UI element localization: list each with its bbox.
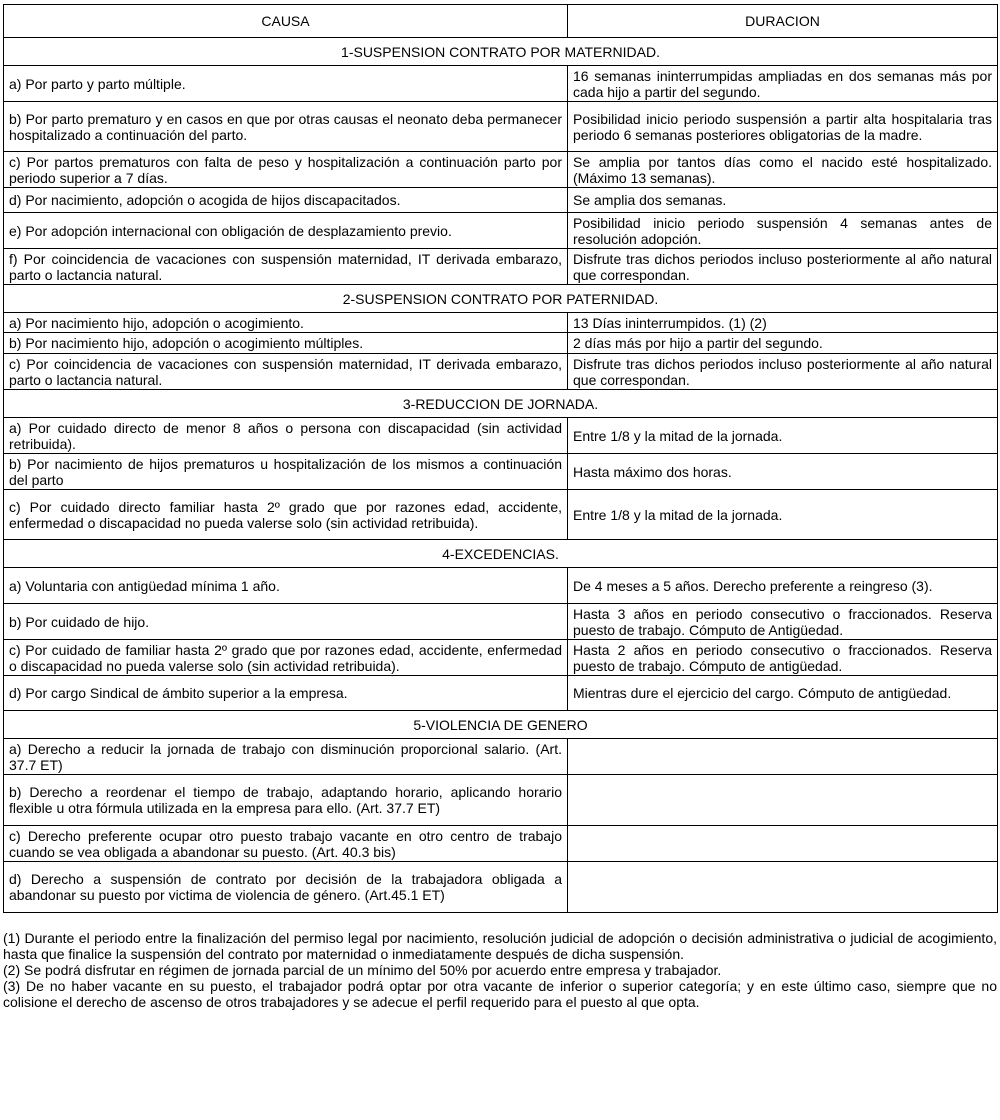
table-row [4,454,998,490]
header-duracion: DURACION [568,5,998,38]
table-row [4,568,998,604]
cell-causa: d) Por cargo Sindical de ámbito superior a la empresa. [4,676,568,711]
table-row [4,418,998,454]
cell-duracion: Hasta máximo dos horas. [568,454,998,490]
table-row [4,604,998,640]
cell-causa: c) Por partos prematuros con falta de peso y hospitalización a continuación parto por periodo superior a 7 días. [4,152,568,188]
cell-causa: d) Derecho a suspensión de contrato por decisión de la trabajadora obligada a abandonar su puesto por victima de violencia de género. (Art.45.1 ET) [4,862,568,913]
header-row [4,5,998,38]
section-row [4,540,998,568]
table-row [4,102,998,152]
cell-causa: c) Derecho preferente ocupar otro puesto trabajo vacante en otro centro de trabajo cuando se vea obligada a abandonar su puesto. (Art. 40.3 bis) [4,826,568,862]
section-title: 5-VIOLENCIA DE GENERO [4,711,998,739]
table-row [4,249,998,285]
section-row [4,390,998,418]
cell-causa: a) Voluntaria con antigüedad mínima 1 año. [4,568,568,604]
section-title: 4-EXCEDENCIAS. [4,540,998,568]
leave-table [3,4,998,913]
table-row [4,640,998,676]
cell-duracion: Se amplia por tantos días como el nacido esté hospitalizado. (Máximo 13 semanas). [568,152,998,188]
footnotes [3,930,997,1010]
section-row [4,285,998,313]
table-row [4,826,998,862]
cell-duracion: Posibilidad inicio periodo suspensión 4 semanas antes de resolución adopción. [568,213,998,249]
cell-duracion: Mientras dure el ejercicio del cargo. Cómputo de antigüedad. [568,676,998,711]
cell-duracion: Se amplia dos semanas. [568,188,998,213]
cell-duracion: Hasta 2 años en periodo consecutivo o fraccionados. Reserva puesto de trabajo. Cómputo de antigüedad. [568,640,998,676]
table-row [4,490,998,540]
cell-duracion: De 4 meses a 5 años. Derecho preferente a reingreso (3). [568,568,998,604]
cell-duracion: Hasta 3 años en periodo consecutivo o fraccionados. Reserva puesto de trabajo. Cómputo de Antigüedad. [568,604,998,640]
cell-duracion [568,739,998,775]
cell-duracion [568,775,998,826]
section-title: 3-REDUCCION DE JORNADA. [4,390,998,418]
cell-duracion: 13 Días ininterrumpidos. (1) (2) [568,313,998,333]
table-row [4,739,998,775]
cell-causa: a) Derecho a reducir la jornada de trabajo con disminución proporcional salario. (Art. 37.7 ET) [4,739,568,775]
cell-causa: b) Por cuidado de hijo. [4,604,568,640]
cell-duracion: 16 semanas ininterrumpidas ampliadas en dos semanas más por cada hijo a partir del segundo. [568,66,998,102]
section-row [4,711,998,739]
cell-causa: a) Por parto y parto múltiple. [4,66,568,102]
cell-causa: c) Por cuidado de familiar hasta 2º grado que por razones edad, accidente, enfermedad o discapacidad no pueda valerse solo (sin actividad retribuida). [4,640,568,676]
section-title: 1-SUSPENSION CONTRATO POR MATERNIDAD. [4,38,998,66]
cell-duracion [568,862,998,913]
table-row [4,676,998,711]
cell-duracion: Entre 1/8 y la mitad de la jornada. [568,490,998,540]
cell-causa: a) Por nacimiento hijo, adopción o acogimiento. [4,313,568,333]
footnote: (2) Se podrá disfrutar en régimen de jornada parcial de un mínimo del 50% por acuerdo entre empresa y trabajador. [3,962,722,978]
table-row [4,862,998,913]
table-row [4,213,998,249]
cell-causa: c) Por coincidencia de vacaciones con suspensión maternidad, IT derivada embarazo, parto o lactancia natural. [4,354,568,390]
cell-causa: c) Por cuidado directo familiar hasta 2º grado que por razones edad, accidente, enfermedad o discapacidad no pueda valerse solo (sin actividad retribuida). [4,490,568,540]
table-row [4,354,998,390]
footnote: (3) De no haber vacante en su puesto, el trabajador podrá optar por otra vacante de inferior o superior categoría; y en este último caso, siempre que no colisione el derecho de ascenso de otros trabajadores y se adecue el perfil requerido para el puesto al que opta. [3,978,997,1010]
cell-causa: b) Por nacimiento hijo, adopción o acogimiento múltiples. [4,333,568,354]
section-title: 2-SUSPENSION CONTRATO POR PATERNIDAD. [4,285,998,313]
table-row [4,152,998,188]
cell-causa: e) Por adopción internacional con obligación de desplazamiento previo. [4,213,568,249]
table-row [4,775,998,826]
cell-causa: b) Por nacimiento de hijos prematuros u hospitalización de los mismos a continuación del parto [4,454,568,490]
cell-duracion: Disfrute tras dichos periodos incluso posteriormente al año natural que correspondan. [568,354,998,390]
cell-causa: d) Por nacimiento, adopción o acogida de hijos discapacitados. [4,188,568,213]
cell-duracion: Disfrute tras dichos periodos incluso posteriormente al año natural que correspondan. [568,249,998,285]
table-row [4,188,998,213]
footnote: (1) Durante el periodo entre la finalización del permiso legal por nacimiento, resolución judicial de adopción o decisión administrativa o judicial de acogimiento, hasta que finalice la suspensión del contrato por maternidad o inmediatamente después de dicha suspensión. [3,930,997,962]
cell-duracion: 2 días más por hijo a partir del segundo. [568,333,998,354]
cell-causa: b) Por parto prematuro y en casos en que por otras causas el neonato deba permanecer hospitalizado a continuación del parto. [4,102,568,152]
cell-causa: f) Por coincidencia de vacaciones con suspensión maternidad, IT derivada embarazo, parto o lactancia natural. [4,249,568,285]
cell-causa: a) Por cuidado directo de menor 8 años o persona con discapacidad (sin actividad retribuida). [4,418,568,454]
section-row [4,38,998,66]
table-row [4,66,998,102]
document [3,4,997,1010]
table-row [4,333,998,354]
header-causa: CAUSA [4,5,568,38]
cell-duracion [568,826,998,862]
cell-causa: b) Derecho a reordenar el tiempo de trabajo, adaptando horario, aplicando horario flexible u otra fórmula utilizada en la empresa para ello. (Art. 37.7 ET) [4,775,568,826]
cell-duracion: Posibilidad inicio periodo suspensión a partir alta hospitalaria tras periodo 6 semanas posteriores obligatorias de la madre. [568,102,998,152]
cell-duracion: Entre 1/8 y la mitad de la jornada. [568,418,998,454]
table-row [4,313,998,333]
